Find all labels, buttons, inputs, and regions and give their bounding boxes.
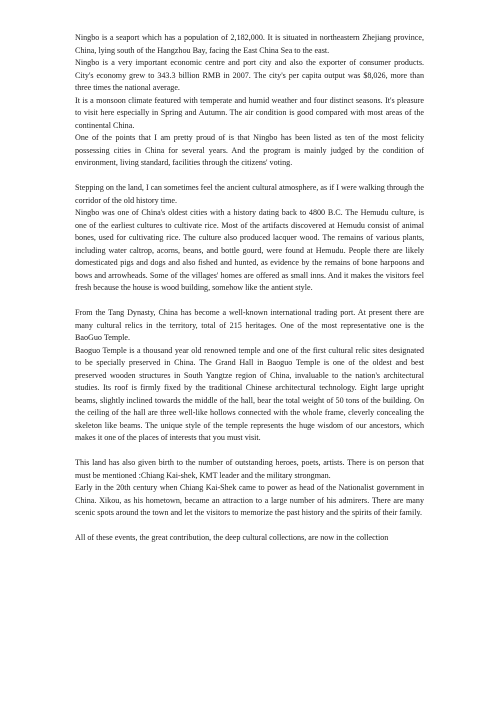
document-body — [75, 32, 424, 545]
paragraph-chiang-kai-shek: Early in the 20th century when Chiang Kai-Shek came to power as head of the Nationalist government in China. Xikou, as his hometown, became an attraction to a large number of his admirers. There are many scenic spots around the town and let the visitors to memorize the past history and the spirits of their family. — [75, 483, 424, 517]
paragraph-hemudu: Ningbo was one of China's oldest cities with a history dating back to 4800 B.C. The Hemudu culture, is one of the earliest cultures to cultivate rice. Most of the artifacts discovered at Hemudu consist of animal bones, used for cultivating rice. The culture also produced lacquer wood. The remains of various plants, including water caltrop, acorns, beans, and bottle gourd, were found at Hemudu. People there are likely domesticated pigs and dogs and also fished and hunted, as evidence by the remains of bone harpoons and bows and arrowheads. Some of the villages' homes are offered as small inns. And it makes the visitors feel fresh because the house is wood building, somehow like the antient style. — [75, 208, 424, 292]
paragraph-atmosphere: Stepping on the land, I can sometimes feel the ancient cultural atmosphere, as if I were walking through the corridor of the old history time. — [75, 183, 424, 205]
paragraph-economy: Ningbo is a very important economic centre and port city and also the exporter of consumer products. City's economy grew to 343.3 billion RMB in 2007. The city's per capita output was $8,026, more than three times the national average. — [75, 58, 424, 92]
paragraph-collection: All of these events, the great contribution, the deep cultural collections, are now in the collection — [75, 533, 389, 542]
paragraph-felicity: One of the points that I am pretty proud of is that Ningbo has been listed as ten of the most felicity possessing cities in China for several years. And the program is mainly judged by the condition of environment, living standard, facilities through the citizens' voting. — [75, 133, 424, 167]
paragraph-tang-dynasty: From the Tang Dynasty, China has become a well-known international trading port. At present there are many cultural relics in the territory, total of 215 heritages. One of the most representative one is the BaoGuo Temple. — [75, 308, 424, 342]
paragraph-climate: It is a monsoon climate featured with temperate and humid weather and four distinct seasons. It's pleasure to visit here especially in Spring and Autumn. The air condition is good compared with most areas of the continental China. — [75, 95, 424, 130]
paragraph-population: Ningbo is a seaport which has a population of 2,182,000. It is situated in northeastern Zhejiang province, China, lying south of the Hangzhou Bay, facing the East China Sea to the east. — [75, 33, 424, 55]
paragraph-heroes: This land has also given birth to the number of outstanding heroes, poets, artists. There is on person that must be mentioned :Chiang Kai-shek, KMT leader and the military strongman. — [75, 458, 424, 480]
paragraph-baoguo-temple: Baoguo Temple is a thousand year old renowned temple and one of the first cultural relic sites designated to be specially preserved in China. The Grand Hall in Baoguo Temple is one of the oldest and best preserved wooden structures in South Yangtze region of China, invaluable to the nation's architectural studies. Its roof is firmly fixed by the traditional Chinese architectural technology. Eight large upright beams, slightly inclined towards the middle of the hall, bear the total weight of 50 tons of the building. On the ceiling of the hall are three well-like hollows connected with the whole frame, cleverly concealing the skeleton like beams. The unique style of the temple represents the huge wisdom of our ancestors, which makes it one of the places of interests that you must visit. — [75, 345, 424, 442]
